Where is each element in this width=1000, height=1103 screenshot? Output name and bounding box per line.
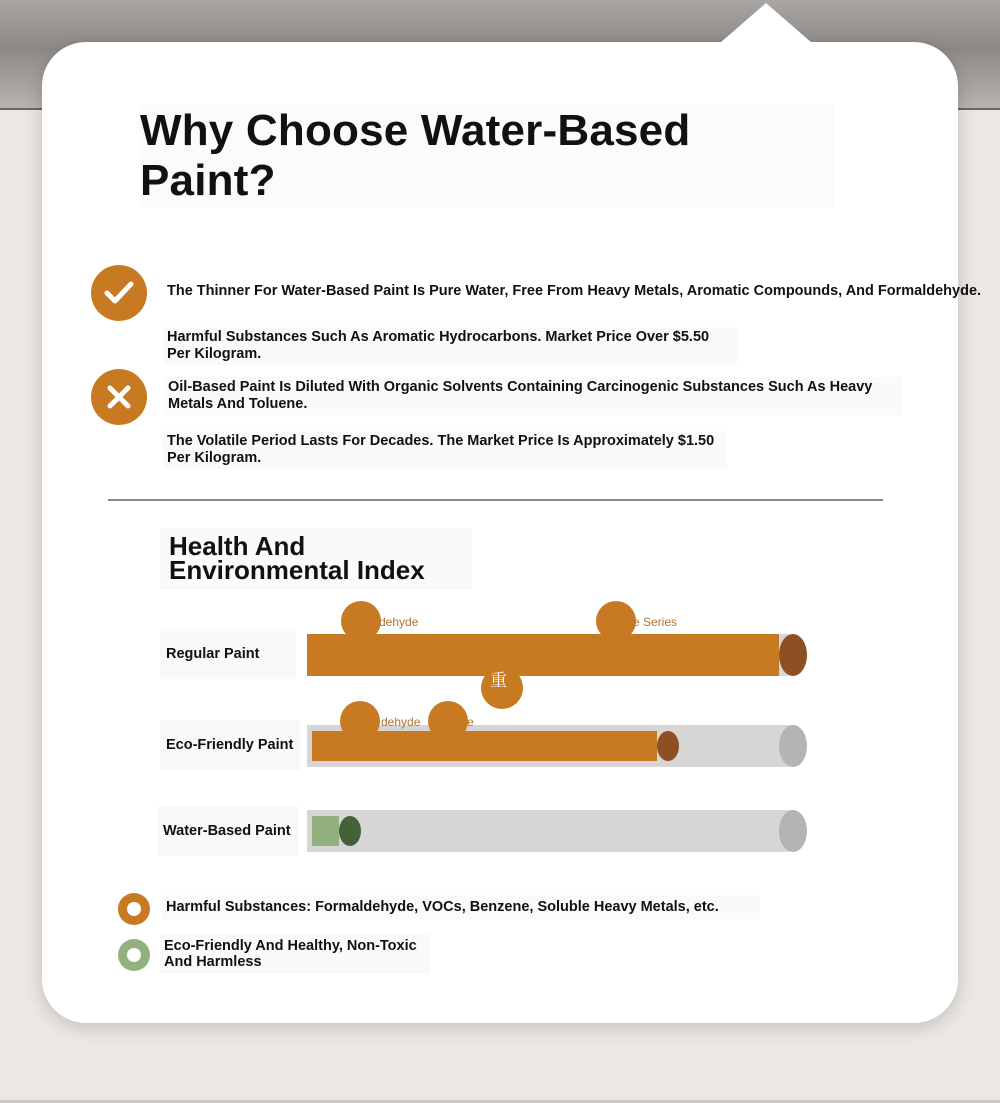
row-label-regular: Regular Paint: [160, 629, 296, 679]
card-notch: [720, 3, 812, 43]
harmful-bar-end-eco: [657, 731, 679, 761]
legend-harmful-icon: [118, 893, 150, 925]
cross-icon: [91, 369, 147, 425]
water-based-price: Harmful Substances Such As Aromatic Hydrocarbons. Market Price Over $5.50 Per Kilogram.: [163, 327, 737, 365]
harmful-bar-end-regular: [779, 634, 807, 676]
oil-based-statement: Oil-Based Paint Is Diluted With Organic Solvents Containing Carcinogenic Substances Such As Heavy Metals And Toluene.: [164, 377, 902, 415]
marker-bubble: [340, 701, 380, 741]
legend-harmful-text: Harmful Substances: Formaldehyde, VOCs, Benzene, Soluble Heavy Metals, etc.: [162, 895, 760, 919]
oil-based-price: The Volatile Period Lasts For Decades. The Market Price Is Approximately $1.50 Per Kilogram.: [163, 431, 727, 469]
legend-eco-text: Eco-Friendly And Healthy, Non-Toxic And Harmless: [160, 934, 430, 974]
check-icon: [91, 265, 147, 321]
page-title: Why Choose Water-Based Paint?: [140, 104, 834, 208]
marker-bubble: [428, 701, 468, 741]
track-water: [307, 810, 807, 852]
harmful-bar-end-water: [339, 816, 361, 846]
marker-bubble: [341, 601, 381, 641]
marker-bubble: [596, 601, 636, 641]
marker-label: e: [467, 715, 474, 729]
marker-label: dehyde: [381, 715, 421, 729]
track-end-water: [779, 810, 807, 852]
index-title: Health And Environmental Index: [160, 528, 472, 590]
overlay-glyph: 重: [490, 671, 507, 691]
harmful-bar-water: [312, 816, 339, 846]
row-label-water: Water-Based Paint: [157, 806, 299, 856]
section-divider: [108, 499, 883, 501]
marker-label: dehyde: [379, 615, 419, 629]
marker-label: e Series: [633, 615, 678, 629]
row-label-eco: Eco-Friendly Paint: [160, 720, 300, 770]
water-based-statement: The Thinner For Water-Based Paint Is Pure Water, Free From Heavy Metals, Aromatic Compounds, And Formaldehyde.: [167, 283, 982, 299]
legend-eco-icon: [118, 939, 150, 971]
track-end-eco: [779, 725, 807, 767]
harmful-bar-regular: [307, 634, 779, 676]
